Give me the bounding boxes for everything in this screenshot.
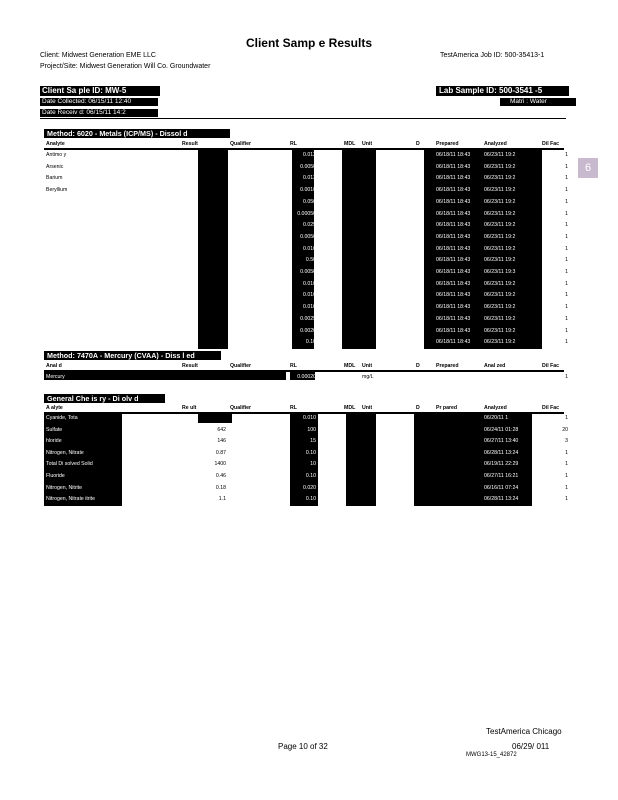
table-cell-analyte: Thallium (46, 327, 66, 334)
table-cell-rl: 0.10 (305, 473, 316, 479)
table-cell-unit: mg/L (362, 152, 374, 158)
table-cell-result: <0.010 (209, 292, 226, 299)
table-cell-rl: 0.012 (303, 152, 316, 158)
table-cell-rl: 0.010 (303, 292, 316, 299)
table-cell-result: <0.012 (209, 152, 226, 158)
column-header: Qualifier (230, 363, 252, 369)
table-cell-rl: 0.010 (303, 304, 316, 311)
table-cell-prepared: 06/18/11 18:43 (436, 210, 471, 217)
table-cell-analyte: Beryllium (46, 187, 68, 194)
table-cell-analyte: Cobalt (46, 233, 61, 240)
table-cell-analyte: Nickel (46, 292, 61, 299)
table-cell-unit: mg/L (362, 245, 374, 252)
table-cell-unit: mg/L (362, 426, 374, 433)
column-header: Anal d (46, 363, 62, 369)
page-number: Page 10 of 32 (278, 742, 328, 751)
table-cell-rl: 100 (307, 426, 316, 433)
table-cell-unit: mg/L (362, 484, 374, 491)
table-cell-dil: 1 (565, 496, 568, 503)
table-cell-analyzed: 06/23/11 19:2 (484, 304, 516, 311)
table-cell-rl: 0.050 (303, 198, 316, 205)
table-cell-analyte: Total Di solved Solid (46, 461, 93, 468)
table-cell-result: <0.010 (209, 304, 226, 311)
table-cell-dil: 1 (565, 339, 568, 346)
table-cell-unit: mg/L (362, 175, 374, 182)
table-cell-result: 0.46 (215, 473, 226, 479)
table-cell-analyte: Copper (46, 245, 64, 252)
table-cell-prepared: 06/18/11 18:43 (436, 257, 471, 264)
column-header: D (416, 405, 420, 411)
table-cell-unit: mg/L (362, 198, 374, 205)
table-cell-unit: mg/L (362, 269, 374, 275)
table-cell-unit: mg/L (362, 233, 374, 240)
table-cell-unit: mg/L (362, 315, 374, 322)
table-cell-analyte: Nitrogen, Nitrite (46, 484, 83, 491)
table-cell-prepared: 06/18/11 18:43 (436, 327, 471, 334)
table-cell-unit: mg/L (362, 374, 374, 380)
table-cell-result: 642 (217, 426, 226, 433)
table-cell-rl: 0.0050 (300, 163, 316, 170)
table-cell-result: <0.0025 (207, 315, 226, 322)
table-cell-unit: mg/L (362, 222, 374, 229)
table-cell-result: <0.00020 (204, 374, 226, 380)
table-cell-analyzed: 06/23/11 19:2 (484, 292, 516, 299)
table-cell-analyzed: 06/23/11 19:2 (484, 245, 516, 252)
table-cell-analyzed: 06/23/11 19:2 (484, 315, 516, 322)
table-cell-dil: 1 (565, 210, 568, 217)
table-cell-rl: 0.010 (303, 245, 316, 252)
table-cell-prepared: 06/18/11 18:43 (436, 280, 471, 287)
table-cell-result: <0.0010 (207, 187, 226, 194)
table-cell-unit: mg/L (362, 163, 374, 170)
table-cell-result: 1400 (214, 461, 226, 468)
table-cell-rl: 0.020 (303, 484, 316, 491)
column-header: Qualifier (230, 141, 252, 147)
table-cell-analyzed: 06/20/11 1 (484, 415, 509, 421)
table-cell-unit: mg/L (362, 496, 374, 503)
table-cell-rl: 0.10 (305, 449, 316, 456)
table-cell-analyte: Barium (46, 175, 63, 182)
client-sample-id: Client Sa ple ID: MW-5 (40, 86, 160, 96)
table-cell-dil: 1 (565, 198, 568, 205)
table-cell-analyte: hloride (46, 438, 62, 445)
table-cell-dil: 1 (565, 292, 568, 299)
date-received: Date Receiv d: 06/15/11 14:2 (40, 109, 158, 117)
table-cell-unit: mg/L (362, 449, 374, 456)
table-cell-rl: 0.0050 (300, 233, 316, 240)
table-cell-prepared: 06/18/11 18:43 (436, 152, 471, 158)
table-cell-unit: mg/L (362, 327, 374, 334)
column-header: Analyzed (484, 405, 507, 411)
table-cell-rl: 0.00020 (297, 374, 316, 380)
table-cell-analyte: Mercury (46, 374, 65, 380)
table-cell-dil: 1 (565, 304, 568, 311)
table-cell-analyzed: 06/23/11 19:2 (484, 233, 516, 240)
table-cell-analyzed: 06/23/11 19:2 (484, 163, 516, 170)
table-cell-unit: mg/L (362, 339, 374, 346)
table-cell-prepared: 06/18/11 18:43 (436, 175, 471, 182)
table-cell-analyzed: 06/27/11 13:40 (484, 438, 519, 445)
table-cell-result: <0.010 (209, 245, 226, 252)
table-cell-result: <0.010 (209, 415, 226, 421)
table-cell-unit: mg/L (362, 292, 374, 299)
column-header: MDL (344, 141, 356, 147)
table-cell-dil: 1 (565, 315, 568, 322)
table-cell-result: <0.025 (209, 222, 226, 229)
column-header: MDL (344, 405, 356, 411)
column-header: Unit (362, 141, 373, 147)
table-cell-analyte: Fluoride (46, 473, 65, 479)
column-header: Prepared (436, 141, 459, 147)
table-cell-result: <0.50 (212, 257, 226, 264)
table-cell-analyzed: 06/24/11 01:28 (484, 426, 519, 433)
table-cell-analyzed: 06/23/11 19:2 (484, 187, 516, 194)
table-cell-analyte: Iron (46, 257, 55, 264)
table-cell-prepared: 06/18/11 18:43 (436, 292, 471, 299)
table-cell-rl: 0.0020 (300, 327, 316, 334)
table-cell-analyzed: 06/23/11 19:2 (484, 280, 516, 287)
column-header: RL (290, 363, 297, 369)
table-cell-unit: mg/L (362, 473, 374, 479)
table-cell-result: 0.18 (215, 484, 226, 491)
page-title: Client Samp e Results (245, 36, 373, 50)
date-collected: Date Collected: 06/15/11 12:40 (40, 98, 158, 106)
table-cell-result: <0.0050 (207, 233, 226, 240)
table-cell-dil: 1 (565, 269, 568, 275)
table-cell-dil: 1 (565, 449, 568, 456)
report-date: 06/29/ 011 (512, 742, 550, 751)
table-cell-unit: mg/L (362, 304, 374, 311)
table-cell-result: 1.1 (218, 496, 226, 503)
column-header: Analyte (46, 141, 65, 147)
table-cell-unit: mg/L (362, 415, 374, 421)
table-cell-analyte: Silver (46, 315, 59, 322)
table-cell-prepared: 06/18/11 18:43 (436, 245, 471, 252)
table-cell-analyte: Nitrogen, Nitrate (46, 449, 84, 456)
table-cell-analyzed: 06/16/11 07:24 (484, 484, 519, 491)
metals-section-title: Method: 6020 - Metals (ICP/MS) - Dissol d (44, 129, 230, 138)
table-cell-rl: 10 (310, 461, 316, 468)
column-header: Dil Fac (542, 363, 560, 369)
table-cell-dil: 1 (565, 257, 568, 264)
table-cell-dil: 1 (565, 187, 568, 194)
table-cell-analyzed: 06/19/11 22:29 (484, 461, 519, 468)
column-header: Result (182, 363, 198, 369)
table-cell-unit: mg/L (362, 210, 374, 217)
table-cell-analyte: Selenium (46, 304, 68, 311)
column-header: Unit (362, 405, 373, 411)
mercury-section-title: Method: 7470A - Mercury (CVAA) - Diss l ed (44, 351, 221, 360)
table-cell-unit: mg/L (362, 280, 374, 287)
table-cell-prepared: 06/18/11 18:43 (436, 233, 471, 240)
table-cell-rl: 0.013 (303, 175, 316, 182)
table-cell-prepared: 06/18/11 18:43 (436, 304, 471, 311)
table-cell-analyte: Boron (46, 198, 60, 205)
project-site: Project/Site: Midwest Generation Will Co. Groundwater (40, 63, 211, 70)
column-header: Dil Fac (542, 405, 560, 411)
table-cell-unit: mg/L (362, 461, 374, 468)
table-cell-analyzed: 06/28/11 13:24 (484, 449, 519, 456)
table-cell-dil: 1 (565, 222, 568, 229)
table-cell-unit: mg/L (362, 257, 374, 264)
column-header: Pr pared (436, 405, 458, 411)
table-cell-dil: 1 (565, 233, 568, 240)
table-cell-analyte: Arsenic (46, 163, 64, 170)
table-cell-dil: 1 (565, 152, 568, 158)
lab-sample-id: Lab Sample ID: 500-3541 -5 (436, 86, 569, 96)
table-cell-result: 0.52 (215, 198, 226, 205)
table-cell-result: <0.00050 (204, 210, 226, 217)
column-header: D (416, 141, 420, 147)
table-cell-prepared: 06/18/11 18:43 (436, 198, 471, 205)
column-header: Anal zed (484, 363, 506, 369)
table-cell-rl: 0.0050 (300, 269, 316, 275)
table-cell-analyzed: 06/23/11 19:2 (484, 152, 516, 158)
table-cell-prepared: 06/18/11 18:43 (436, 339, 471, 346)
table-cell-dil: 1 (565, 327, 568, 334)
table-cell-analyte: Nitrogen, Nitrate itrite (46, 496, 96, 503)
column-header: A alyte (46, 405, 63, 411)
table-cell-rl: 0.0025 (300, 315, 316, 322)
table-cell-result: <0.0020 (207, 327, 226, 334)
table-cell-dil: 1 (565, 245, 568, 252)
job-id: TestAmerica Job ID: 500-35413-1 (440, 52, 545, 59)
matrix: Matri : Water (500, 98, 576, 106)
table-cell-analyte: Sulfate (46, 426, 63, 433)
table-cell-rl: 0.0010 (300, 187, 316, 194)
general-chem-section-title: General Che is ry - Di olv d (44, 394, 165, 403)
table-cell-result: <0.0050 (207, 269, 226, 275)
table-cell-dil: 1 (565, 473, 568, 479)
table-cell-dil: 20 (562, 426, 568, 433)
table-cell-analyzed: 06/23/11 19:2 (484, 210, 516, 217)
table-cell-analyzed: 06/28/11 13:24 (484, 496, 519, 503)
header-rule (40, 118, 566, 119)
table-cell-prepared: 06/18/11 18:43 (436, 163, 471, 170)
table-cell-dil: 1 (565, 280, 568, 287)
table-cell-analyzed: 06/27/11 16:21 (484, 473, 519, 479)
table-cell-analyzed: 06/23/11 19:2 (484, 175, 516, 182)
table-cell-result: 0.055 (213, 280, 226, 287)
table-cell-dil: 1 (565, 163, 568, 170)
table-cell-prepared: 06/18/11 18:43 (436, 269, 471, 275)
table-cell-analyte: Lead (46, 269, 58, 275)
table-cell-dil: 1 (565, 175, 568, 182)
section-tab: 6 (578, 158, 598, 178)
table-cell-analyzed: 06/23/11 19:3 (484, 269, 516, 275)
table-cell-analyzed: 06/23/11 19:2 (484, 327, 516, 334)
table-cell-result: <0.0050 (207, 163, 226, 170)
table-cell-analyte: Antimo y (46, 152, 67, 158)
table-cell-unit: mg/L (362, 438, 374, 445)
column-header: Re ult (182, 405, 197, 411)
table-cell-analyzed: 06/23/11 19:2 (484, 339, 516, 346)
column-header: Dil Fac (542, 141, 560, 147)
table-cell-rl: 0.10 (305, 496, 316, 503)
table-cell-result: 0.87 (215, 449, 226, 456)
lab-name: TestAmerica Chicago (486, 727, 562, 736)
column-header: RL (290, 141, 297, 147)
column-header: Unit (362, 363, 373, 369)
table-cell-dil: 3 (565, 438, 568, 445)
client-name: Client: Midwest Generation EME LLC (40, 52, 156, 59)
table-cell-prepared: 06/18/11 18:43 (436, 315, 471, 322)
column-header: Prepared (436, 363, 459, 369)
table-cell-analyte: Cadmium (46, 210, 69, 217)
column-header: D (416, 363, 420, 369)
table-cell-dil: 1 (565, 461, 568, 468)
table-cell-prepared: 06/18/11 18:43 (436, 187, 471, 194)
table-cell-analyte: Chromium (46, 222, 70, 229)
table-cell-rl: 15 (310, 438, 316, 445)
table-cell-result: 0.040 (213, 175, 226, 182)
table-cell-rl: 0.010 (303, 280, 316, 287)
column-header: Result (182, 141, 198, 147)
column-header: MDL (344, 363, 356, 369)
column-header: RL (290, 405, 297, 411)
table-cell-analyte: Zinc (46, 339, 56, 346)
table-cell-analyte: Manganese (46, 280, 74, 287)
document-code: MWG13-15_42872 (466, 752, 517, 758)
table-cell-analyzed: 06/23/11 19:2 (484, 198, 516, 205)
table-cell-analyte: Cyanide, Tota (46, 415, 78, 421)
table-cell-rl: 0.025 (303, 222, 316, 229)
table-cell-dil: 1 (565, 484, 568, 491)
table-cell-unit: mg/L (362, 187, 374, 194)
table-cell-analyzed: 06/23/11 19:2 (484, 222, 516, 229)
table-cell-rl: 0.010 (303, 415, 316, 421)
table-cell-result: <0.10 (212, 339, 226, 346)
column-header: Qualifier (230, 405, 252, 411)
table-cell-prepared: 06/18/11 18:43 (436, 222, 471, 229)
table-cell-rl: 0.00050 (297, 210, 316, 217)
table-cell-dil: 1 (565, 374, 568, 380)
column-header: Analyzed (484, 141, 507, 147)
table-cell-rl: 0.50 (305, 257, 316, 264)
table-cell-dil: 1 (565, 415, 568, 421)
table-cell-analyzed: 06/23/11 19:2 (484, 257, 516, 264)
table-cell-rl: 0.10 (305, 339, 316, 346)
table-cell-result: 146 (217, 438, 226, 445)
